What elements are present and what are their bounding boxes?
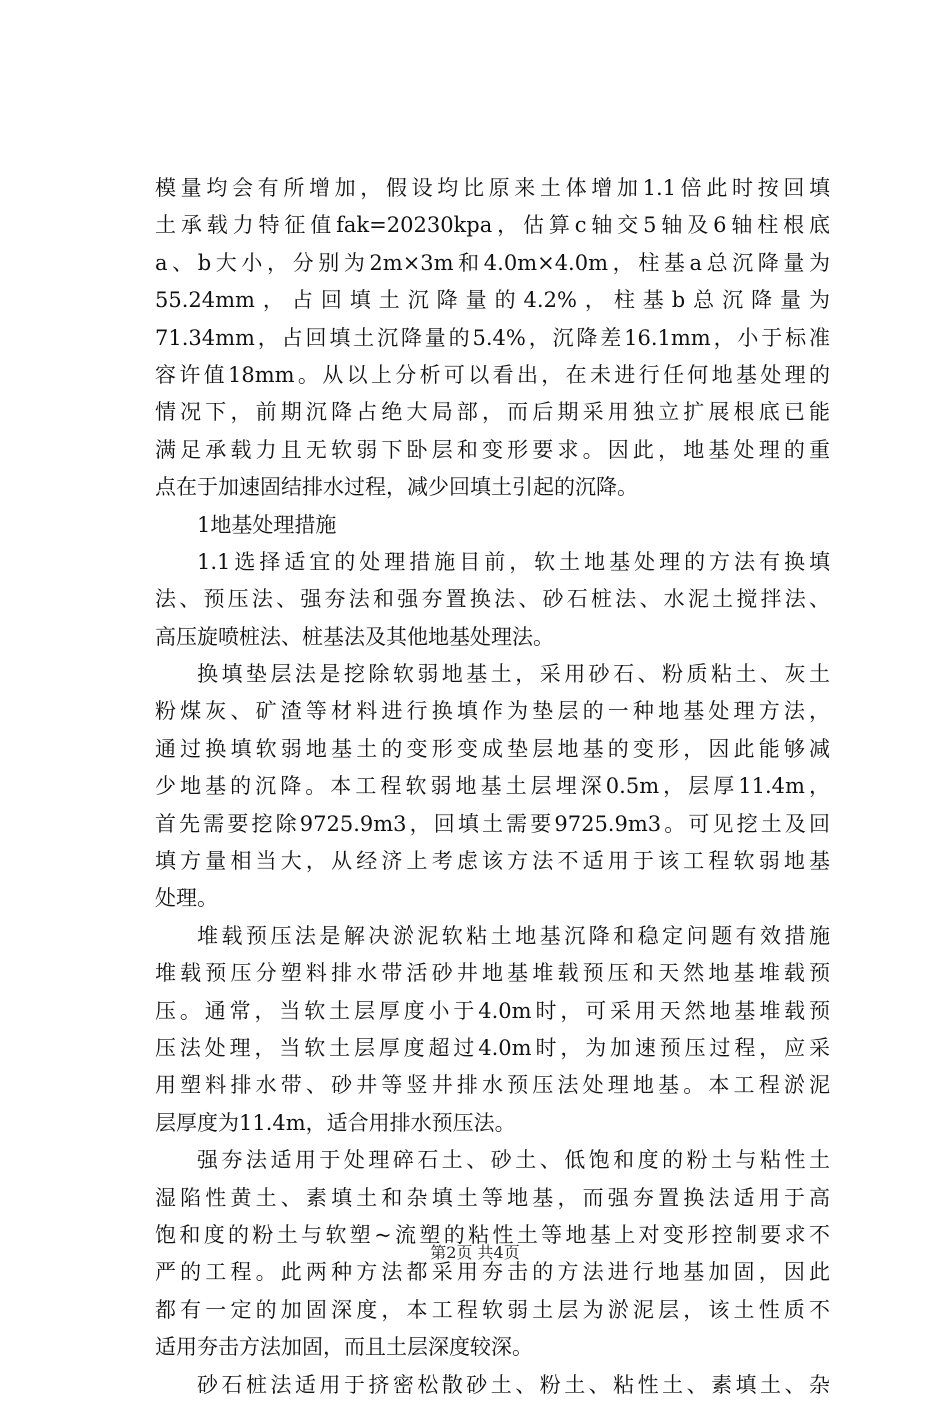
text-line: 砂石桩法适用于挤密松散砂土、粉土、粘性土、素填土、杂 [197, 1372, 830, 1397]
text-line: 适用夯击方法加固，而且土层深度较深。 [155, 1335, 533, 1360]
text-line: 严的工程。此两种方法都采用夯击的方法进行地基加固，因此 [155, 1260, 830, 1285]
text-line: 层厚度为11.4m，适合用排水预压法。 [155, 1110, 516, 1135]
text-line: 处理。 [155, 886, 218, 911]
text-line: 71.34mm，占回填土沉降量的5.4%，沉降差16.1mm，小于标准 [155, 325, 830, 350]
text-line: 压法处理，当软土层厚度超过4.0m时，为加速预压过程，应采 [155, 1035, 830, 1060]
page-footer: 第2页 共4页 [430, 1243, 520, 1262]
text-line: 湿陷性黄土、素填土和杂填土等地基，而强夯置换法适用于高 [155, 1185, 830, 1210]
text-line: 用塑料排水带、砂井等竖井排水预压法处理地基。本工程淤泥 [155, 1073, 830, 1098]
text-line: 填方量相当大，从经济上考虑该方法不适用于该工程软弱地基 [155, 849, 830, 874]
text-line: 情况下，前期沉降占绝大局部，而后期采用独立扩展根底已能 [155, 400, 830, 425]
text-line: 饱和度的粉土与软塑~流塑的粘性土等地基上对变形控制要求不 [155, 1222, 830, 1247]
text-line: 容许值18mm。从以上分析可以看出，在未进行任何地基处理的 [155, 362, 830, 387]
text-line: 强夯法适用于处理碎石土、砂土、低饱和度的粉土与粘性土 [197, 1148, 830, 1173]
text-line: 法、预压法、强夯法和强夯置换法、砂石桩法、水泥土搅拌法、 [155, 587, 830, 612]
text-line: 首先需要挖除9725.9m3，回填土需要9725.9m3。可见挖土及回 [155, 811, 830, 836]
text-line: a、b大小，分别为2m×3m和4.0m×4.0m，柱基a总沉降量为 [155, 250, 830, 275]
text-line: 都有一定的加固深度，本工程软弱土层为淤泥层，该土性质不 [155, 1297, 830, 1322]
text-line: 压。通常，当软土层厚度小于4.0m时，可采用天然地基堆载预 [155, 998, 830, 1023]
text-line: 换填垫层法是挖除软弱地基土，采用砂石、粉质粘土、灰土 [197, 662, 830, 687]
text-line: 点在于加速固结排水过程，减少回填土引起的沉降。 [155, 475, 638, 500]
text-line: 1.1选择适宜的处理措施目前，软土地基处理的方法有换填 [197, 549, 830, 574]
text-line: 55.24mm，占回填土沉降量的4.2%，柱基b总沉降量为 [155, 288, 830, 313]
text-line: 少地基的沉降。本工程软弱地基土层埋深0.5m，层厚11.4m， [155, 774, 830, 799]
text-line: 粉煤灰、矿渣等材料进行换填作为垫层的一种地基处理方法， [155, 699, 830, 724]
text-line: 堆载预压分塑料排水带活砂井地基堆载预压和天然地基堆载预 [155, 961, 830, 986]
text-line: 堆载预压法是解决淤泥软粘土地基沉降和稳定问题有效措施 [197, 923, 830, 948]
text-line: 高压旋喷桩法、桩基法及其他地基处理法。 [155, 624, 554, 649]
document-body [155, 170, 830, 1404]
text-line: 土承载力特征值fak=20230kpa，估算c轴交5轴及6轴柱根底 [155, 213, 830, 238]
text-line: 模量均会有所增加，假设均比原来土体增加1.1倍此时按回填 [155, 176, 830, 200]
text-line: 满足承载力且无软弱下卧层和变形要求。因此，地基处理的重 [155, 437, 830, 462]
text-line: 1地基处理措施 [197, 512, 337, 537]
text-line: 通过换填软弱地基土的变形变成垫层地基的变形，因此能够减 [155, 736, 830, 761]
